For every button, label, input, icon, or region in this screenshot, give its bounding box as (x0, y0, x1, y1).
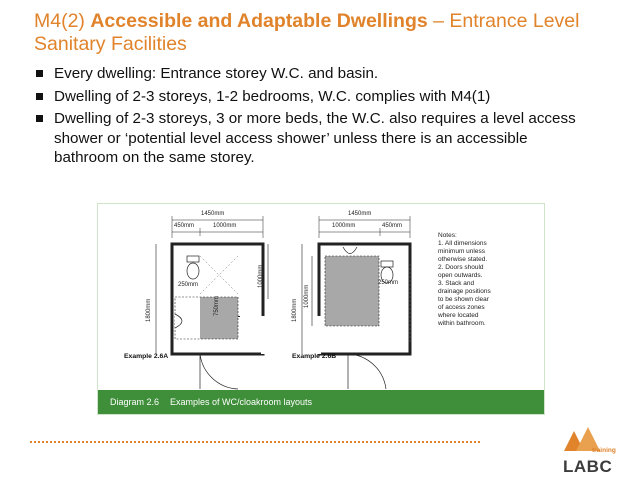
diagram-number: Diagram 2.6 (110, 397, 160, 407)
example-a-label: Example 2.6A (124, 353, 169, 360)
bullet-item: Dwelling of 2-3 storeys, 3 or more beds, the W.C. also requires a level access shower or ‘potential level access shower’ unless there is an accessible bathroom on the same storey. (34, 109, 594, 168)
dim-a-basin: 250mm (178, 282, 199, 288)
diagram-notes (438, 232, 533, 328)
dim-a-zone: 750mm (214, 295, 220, 316)
bullet-list (34, 64, 594, 171)
footer-divider (30, 441, 480, 443)
dim-b-right: 450mm (382, 223, 403, 229)
dim-b-total: 1450mm (348, 211, 372, 217)
bullet-item: Every dwelling: Entrance storey W.C. and basin. (34, 64, 594, 84)
dim-b-basin: 250mm (378, 280, 399, 286)
diagram-caption-bar (98, 390, 544, 414)
plan-example-b (302, 216, 410, 389)
dim-b-left: 1000mm (332, 223, 356, 229)
title-bold: Accessible and Adaptable Dwellings (90, 10, 428, 32)
diagram-caption: Examples of WC/cloakroom layouts (170, 397, 313, 407)
dim-b-depth: 1800mm (292, 298, 298, 322)
note-item: 1. All dimensions minimum unless otherwise stated. (438, 240, 488, 263)
example-b-label: Example 2.6B (292, 353, 337, 360)
dim-a-left: 450mm (174, 223, 195, 229)
slide-title (34, 10, 594, 56)
dim-b-zone-depth: 1000mm (304, 284, 310, 308)
dim-a-zone-depth: 1000mm (258, 264, 264, 288)
note-item: 2. Doors should open outwards. (438, 264, 484, 279)
note-item: 3. Stack and drainage positions to be shown clear of access zones where located within bathroom. (438, 280, 491, 327)
title-suffix: – Entrance Level Sanitary Facilities (34, 10, 580, 55)
logo-wordmark: LABC (563, 457, 613, 476)
title-prefix: M4(2) (34, 10, 91, 32)
wc-layout-diagram (97, 203, 545, 415)
dim-a-total: 1450mm (201, 211, 225, 217)
dim-a-right: 1000mm (213, 223, 237, 229)
bullet-item: Dwelling of 2-3 storeys, 1-2 bedrooms, W.C. complies with M4(1) (34, 87, 594, 107)
dim-a-depth: 1800mm (146, 298, 152, 322)
logo-tagline: training (592, 447, 616, 454)
notes-title: Notes: (438, 232, 457, 239)
plan-example-a (156, 216, 268, 389)
